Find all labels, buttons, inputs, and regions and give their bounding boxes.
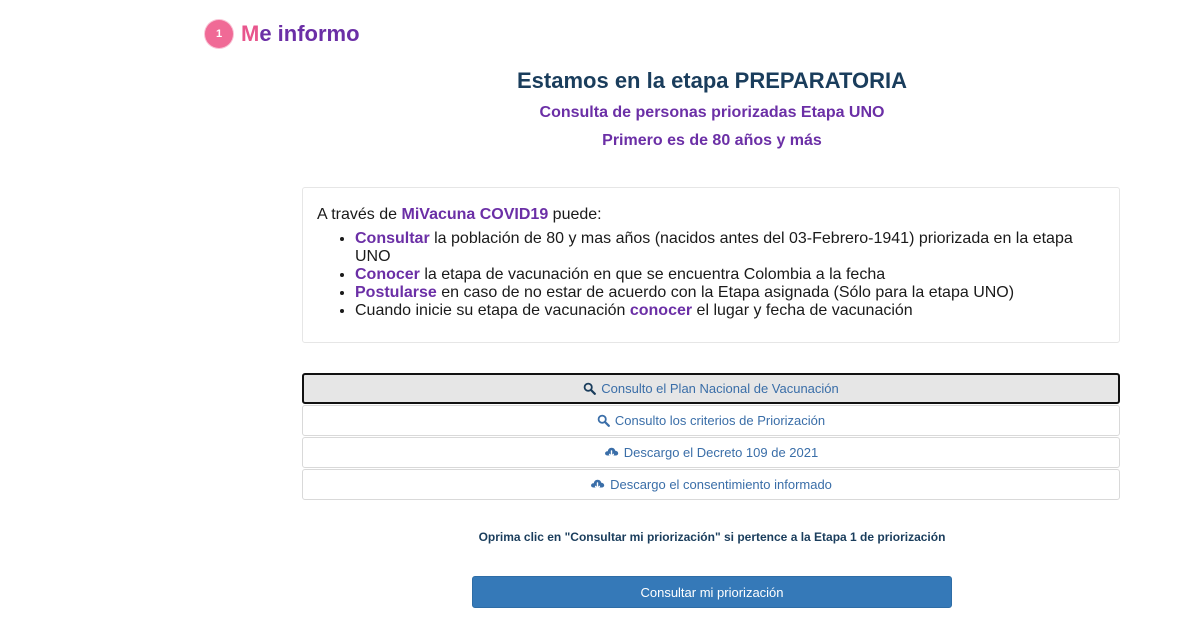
action-list (302, 373, 1120, 501)
list-item-text: la etapa de vacunación en que se encuentra Colombia a la fecha (419, 266, 886, 283)
consentimiento-download-label: Descargo el consentimiento informado (610, 477, 832, 492)
step-title-rest: e informo (259, 21, 360, 46)
list-item-keyword: Postularse (355, 284, 437, 301)
list-item-prefix: Cuando inicie su etapa de vacunación (355, 302, 630, 319)
brand-name: MiVacuna COVID19 (401, 206, 549, 223)
search-icon (597, 414, 610, 427)
list-item-keyword: Conocer (355, 266, 420, 283)
list-item (355, 266, 1105, 284)
step-title (241, 21, 360, 47)
info-intro (317, 206, 1105, 224)
criterios-priorizacion-button[interactable] (302, 405, 1120, 436)
plan-nacional-label: Consulto el Plan Nacional de Vacunación (601, 381, 839, 396)
list-item (355, 230, 1105, 266)
list-item (355, 302, 1105, 320)
info-list (317, 230, 1105, 320)
criterios-priorizacion-label: Consulto los criterios de Priorización (614, 413, 826, 428)
step-number-badge: 1 (205, 20, 233, 48)
list-item-text: en caso de no estar de acuerdo con la Etapa asignada (Sólo para la etapa UNO) (436, 284, 1015, 301)
info-intro-prefix: A través de (317, 206, 402, 223)
decreto-download-button[interactable] (302, 437, 1120, 468)
page-title: Estamos en la etapa PREPARATORIA (517, 68, 907, 93)
decreto-download-label: Descargo el Decreto 109 de 2021 (623, 445, 819, 460)
cloud-download-icon (604, 446, 619, 459)
page-subtitle-age: Primero es de 80 años y más (602, 132, 822, 149)
step-header (205, 19, 360, 49)
search-icon (583, 382, 596, 395)
plan-nacional-button[interactable] (302, 373, 1120, 404)
list-item-keyword: Consultar (355, 230, 430, 247)
consentimiento-download-button[interactable] (302, 469, 1120, 500)
list-item-keyword: conocer (629, 302, 693, 319)
page-subtitle-stage: Consulta de personas priorizadas Etapa UNO (539, 104, 885, 121)
consultar-priorizacion-button[interactable]: Consultar mi priorización (472, 576, 952, 608)
list-item-text: la población de 80 y mas años (nacidos antes del 03-Febrero-1941) priorizada en la etapa UNO (355, 230, 1073, 265)
info-box (302, 187, 1120, 343)
step-title-first-letter: M (241, 21, 260, 46)
list-item-text: el lugar y fecha de vacunación (692, 302, 913, 319)
consult-instruction: Oprima clic en "Consultar mi priorización" si pertence a la Etapa 1 de priorización (478, 530, 946, 544)
cloud-download-icon (590, 478, 605, 491)
info-intro-suffix: puede: (548, 206, 602, 223)
list-item (355, 284, 1105, 302)
